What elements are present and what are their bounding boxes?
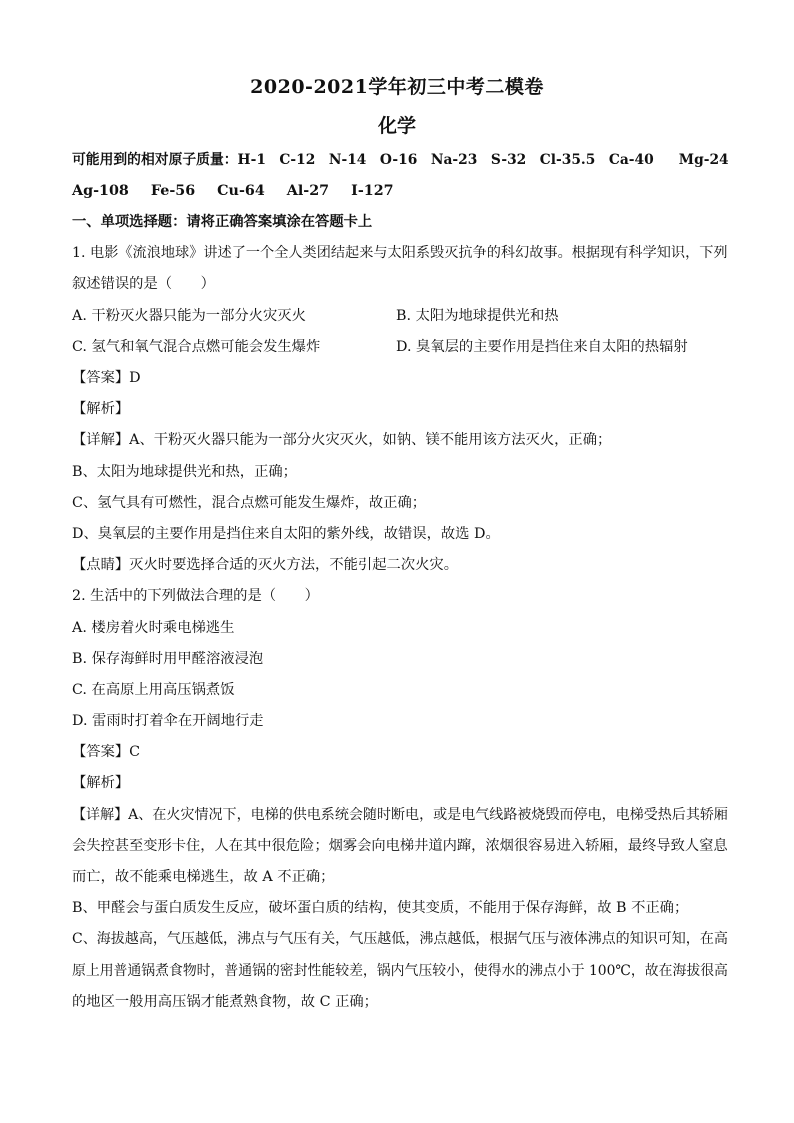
atomic-mass-item: Al-27 xyxy=(286,183,330,199)
atomic-mass-label: 可能用到的相对原子质量： xyxy=(72,152,238,168)
question-2-option-d: D. 雷雨时打着伞在开阔地行走 xyxy=(72,713,264,729)
atomic-mass-item: Mg-24 xyxy=(678,152,729,168)
atomic-mass-item: H-1 xyxy=(237,152,266,168)
question-1-tip: 【点睛】灭火时要选择合适的灭火方法，不能引起二次火灾。 xyxy=(72,557,459,573)
question-2-detail-c-line-1: C、海拔越高，气压越低，沸点与气压有关，气压越低，沸点越低，根据气压与液体沸点的知识可知，在高 xyxy=(72,931,728,947)
atomic-mass-row-1 xyxy=(72,150,729,170)
page-title: 2020-2021学年初三中考二模卷 xyxy=(250,76,544,98)
atomic-mass-item: Fe-56 xyxy=(150,183,196,199)
question-2-option-c: C. 在高原上用高压锅煮饭 xyxy=(72,682,235,698)
section-heading: 一、单项选择题：请将正确答案填涂在答题卡上 xyxy=(72,214,373,230)
question-2-detail-b: B、甲醛会与蛋白质发生反应，破坏蛋白质的结构，使其变质，不能用于保存海鲜，故 B 不正确； xyxy=(72,900,689,916)
atomic-mass-item: C-12 xyxy=(279,152,316,168)
question-1-option-c: C. 氢气和氧气混合点燃可能会发生爆炸 xyxy=(72,339,321,355)
question-1-detail-line-3: C、氢气具有可燃性，混合点燃可能发生爆炸，故正确； xyxy=(72,495,427,511)
question-2-analysis-label: 【解析】 xyxy=(72,775,130,791)
question-2-detail-a-line-2: 会失控甚至变形卡住，人在其中很危险；烟雾会向电梯井道内蹿，浓烟很容易进入轿厢，最终导致人窒息 xyxy=(72,838,728,854)
atomic-mass-item: Ag-108 xyxy=(72,183,129,199)
question-2-answer: 【答案】C xyxy=(72,744,141,760)
question-2-option-a: A. 楼房着火时乘电梯逃生 xyxy=(72,620,235,636)
question-2-detail-a-line-1: 【详解】A、在火灾情况下，电梯的供电系统会随时断电，或是电气线路被烧毁而停电，电梯受热后其轿厢 xyxy=(72,807,728,823)
question-2-option-b: B. 保存海鲜时用甲醛溶液浸泡 xyxy=(72,651,264,667)
question-1-option-b: B. 太阳为地球提供光和热 xyxy=(396,308,559,324)
question-2-detail-a-line-3: 而亡，故不能乘电梯逃生，故 A 不正确； xyxy=(72,869,335,885)
question-1-detail-line-2: B、太阳为地球提供光和热，正确； xyxy=(72,464,297,480)
atomic-mass-item: N-14 xyxy=(328,152,367,168)
subject-title: 化学 xyxy=(377,115,416,137)
question-1-option-d: D. 臭氧层的主要作用是挡住来自太阳的热辐射 xyxy=(396,339,688,355)
atomic-mass-item: Ca-40 xyxy=(608,152,654,168)
question-1-answer: 【答案】D xyxy=(72,370,141,386)
question-1-detail-line-1: 【详解】A、干粉灭火器只能为一部分火灾灭火，如钠、镁不能用该方法灭火，正确； xyxy=(72,432,612,448)
atomic-mass-item: I-127 xyxy=(351,183,394,199)
question-2-detail-c-line-3: 的地区一般用高压锅才能煮熟食物，故 C 正确； xyxy=(72,994,378,1010)
question-2-detail-c-line-2: 原上用普通锅煮食物时，普通锅的密封性能较差，锅内气压较小，使得水的沸点小于 100℃，故在海拔很高 xyxy=(72,963,728,979)
atomic-mass-row-2 xyxy=(72,181,394,201)
atomic-mass-item: Cl-35.5 xyxy=(539,152,596,168)
atomic-mass-item: S-32 xyxy=(490,152,527,168)
question-1-detail-line-4: D、臭氧层的主要作用是挡住来自太阳的紫外线，故错误，故选 D。 xyxy=(72,526,500,542)
question-1-stem-line-1: 1. 电影《流浪地球》讲述了一个全人类团结起来与太阳系毁灭抗争的科幻故事。根据现有科学知识，下列 xyxy=(72,245,728,261)
question-1-option-a: A. 干粉灭火器只能为一部分火灾灭火 xyxy=(72,308,306,324)
atomic-mass-item: O-16 xyxy=(379,152,418,168)
atomic-mass-item: Na-23 xyxy=(430,152,478,168)
atomic-mass-item: Cu-64 xyxy=(217,183,265,199)
question-2-stem: 2. 生活中的下列做法合理的是（ ） xyxy=(72,588,319,604)
question-1-stem-line-2: 叙述错误的是（ ） xyxy=(72,276,215,292)
question-1-analysis-label: 【解析】 xyxy=(72,401,130,417)
